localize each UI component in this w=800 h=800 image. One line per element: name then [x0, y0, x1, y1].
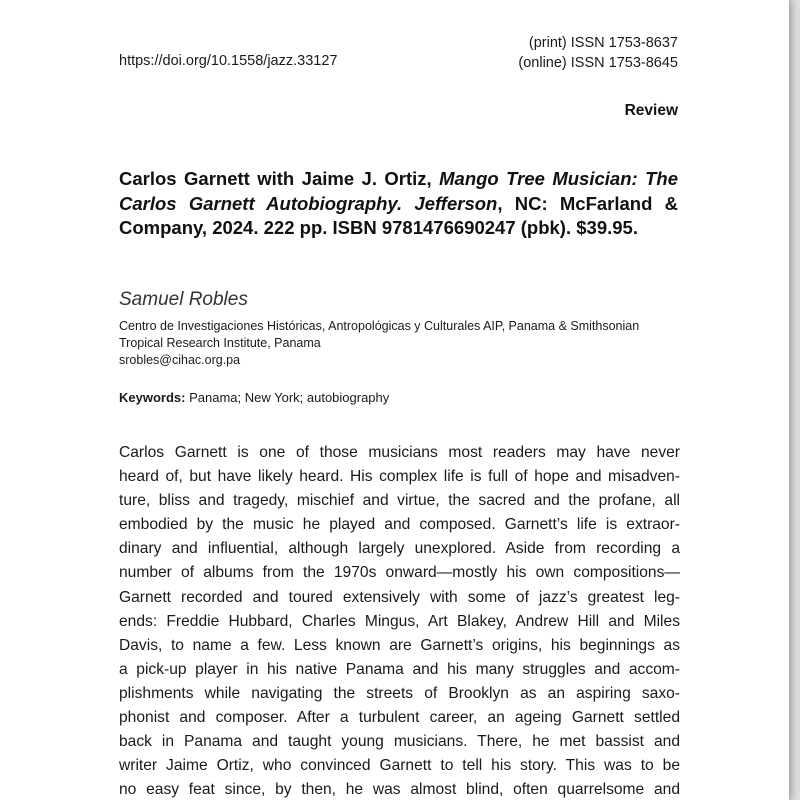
keywords: [119, 390, 389, 405]
title-italic: Mango Tree Musician: The Carlos Garnett Autobiography. Jefferson: [119, 168, 678, 214]
keywords-label: Keywords:: [119, 390, 186, 405]
body-line: back in Panama and taught young musicians. There, he met bassist and: [119, 733, 680, 751]
author-email[interactable]: srobles@cihac.org.pa: [119, 353, 241, 367]
body-line: dinary and influential, although largely unexplored. Aside from recording a: [119, 540, 680, 558]
body-line: ture, bliss and tragedy, mischief and virtue, the sacred and the profane, all: [119, 492, 680, 510]
body-line: writer Jaime Ortiz, who convinced Garnett to tell his story. This was to be: [119, 757, 680, 775]
body-line: no easy feat since, by then, he was almost blind, often quarrelsome and: [119, 781, 680, 799]
affiliation-line1: Centro de Investigaciones Históricas, Antropológicas y Culturales AIP, Panama & Smithsonian: [119, 319, 640, 333]
body-line: a pick-up player in his native Panama and his many struggles and accom-: [119, 660, 680, 678]
doi-link[interactable]: https://doi.org/10.1558/jazz.33127: [119, 53, 338, 69]
affiliation-block: [119, 318, 684, 369]
body-line: ends: Freddie Hubbard, Charles Mingus, Art Blakey, Andrew Hill and Miles: [119, 612, 680, 630]
body-line: Davis, to name a few. Less known are Garnett’s origins, his beginnings as: [119, 636, 680, 654]
title-part1: Carlos Garnett with Jaime J. Ortiz,: [119, 168, 440, 189]
title-part2: , NC: McFarland & Company, 2024. 222 pp. ISBN 9781476690247 (pbk). $39.95.: [119, 192, 678, 238]
author-name: Samuel Robles: [119, 289, 248, 310]
body-line: phonist and composer. After a turbulent career, an ageing Garnett settled: [119, 709, 680, 727]
affiliation-line2: Tropical Research Institute, Panama: [119, 336, 321, 350]
body-line: number of albums from the 1970s onward—mostly his own compositions—: [119, 564, 680, 582]
body-line: Carlos Garnett is one of those musicians most readers may have never: [119, 444, 680, 461]
body-line: heard of, but have likely heard. His complex life is full of hope and misadven-: [119, 468, 680, 486]
body-text: [119, 441, 680, 800]
body-line: Garnett recorded and toured extensively with some of jazz’s greatest leg-: [119, 588, 680, 606]
issn-block: [518, 33, 678, 73]
keywords-list: Panama; New York; autobiography: [185, 390, 390, 405]
body-line: embodied by the music he played and composed. Garnett’s life is extraor-: [119, 516, 680, 534]
issn-print: (print) ISSN 1753-8637: [528, 35, 678, 51]
issn-online: (online) ISSN 1753-8645: [518, 55, 678, 71]
review-title: [119, 167, 678, 241]
body-line: plishments while navigating the streets of Brooklyn as an aspiring saxo-: [119, 684, 680, 702]
section-label: Review: [624, 102, 678, 119]
